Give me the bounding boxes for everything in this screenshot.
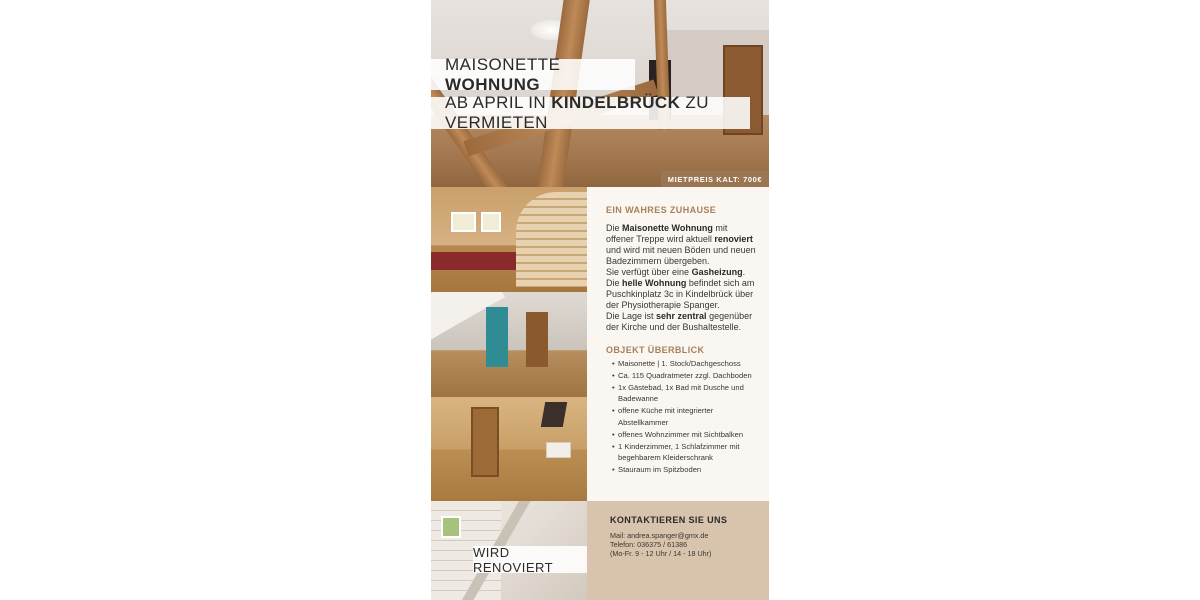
description-panel [587, 187, 769, 501]
intro-text-part: mit offener Treppe wird aktuell [606, 223, 728, 244]
intro-highlight: Gasheizung [691, 267, 743, 277]
page-title [445, 55, 635, 95]
title-bold: WOHNUNG [445, 74, 541, 94]
photo-skylight [541, 402, 567, 427]
intro-text-part: Die [606, 278, 623, 288]
photo-bedroom [431, 397, 587, 501]
photo-wall-accent [486, 307, 508, 367]
photo-staircase [516, 192, 587, 287]
overview-list [606, 358, 756, 476]
photo-window [451, 212, 476, 232]
contact-phone[interactable]: Telefon: 036375 / 61386 [610, 540, 688, 549]
title-banner [431, 54, 635, 94]
subtitle-part: AB APRIL IN [445, 93, 547, 112]
intro-highlight: helle Wohnung [622, 278, 687, 288]
photo-bathroom [431, 501, 587, 600]
rental-flyer [431, 0, 769, 600]
intro-text-part: Die [606, 223, 623, 233]
photo-radiator [546, 442, 571, 458]
intro-highlight: renoviert [714, 234, 753, 244]
subtitle-part: ZU VERMIETEN [445, 93, 709, 132]
list-item: • Stauraum im Spitzboden [606, 464, 756, 476]
contact-mail[interactable]: Mail: andrea.spanger@gmx.de [610, 531, 709, 540]
title-light: MAISONETTE [445, 54, 561, 74]
overview-heading: OBJEKT ÜBERBLICK [606, 345, 705, 355]
list-item: • 1 Kinderzimmer, 1 Schlafzimmer mit begehbarem Kleiderschrank [606, 441, 756, 465]
photo-door [526, 312, 548, 367]
list-item: • 1x Gästebad, 1x Bad mit Dusche und Badewanne [606, 382, 756, 406]
photo-window [481, 212, 501, 232]
subtitle-town: KINDELBRÜCK [551, 93, 681, 112]
list-item: • offenes Wohnzimmer mit Sichtbalken [606, 429, 756, 441]
contact-panel [587, 501, 769, 600]
subtitle-banner [431, 93, 750, 132]
page-subtitle [445, 93, 750, 133]
list-item: • offene Küche mit integrierter Abstellkammer [606, 405, 756, 429]
intro-text-part: . [742, 267, 746, 277]
list-item: • Ca. 115 Quadratmeter zzgl. Dachboden [606, 370, 756, 382]
list-item: • Maisonette | 1. Stock/Dachgeschoss [606, 358, 756, 370]
renovation-banner [473, 546, 587, 573]
contact-hours: (Mo-Fr. 9 - 12 Uhr / 14 - 18 Uhr) [610, 549, 712, 558]
photo-kids-room [431, 292, 587, 397]
photo-detail [431, 252, 521, 270]
price-badge: MIETPREIS KALT: 700€ [661, 171, 769, 187]
intro-text-part: befindet sich am Puschkinplatz 3c in Kindelbrück über der Physiotherapie Spanger. [606, 278, 755, 310]
intro-text-part: gegenüber der Kirche und der Bushaltestelle. [606, 311, 753, 332]
intro-heading: EIN WAHRES ZUHAUSE [606, 205, 717, 215]
photo-window [441, 516, 461, 538]
contact-heading: KONTAKTIEREN SIE UNS [610, 515, 728, 525]
renovation-label: WIRD RENOVIERT [473, 544, 554, 575]
intro-text-part: Sie verfügt über eine [606, 267, 692, 277]
intro-highlight: sehr zentral [656, 311, 707, 321]
intro-text-part: und wird mit neuen Böden und neuen Badezimmern übergeben. [606, 245, 756, 266]
photo-door [471, 407, 499, 477]
intro-text [606, 223, 756, 333]
photo-living-room [431, 187, 587, 292]
hero-photo [431, 0, 769, 187]
intro-text-part: Die Lage ist [606, 311, 657, 321]
intro-highlight: Maisonette Wohnung [622, 223, 713, 233]
